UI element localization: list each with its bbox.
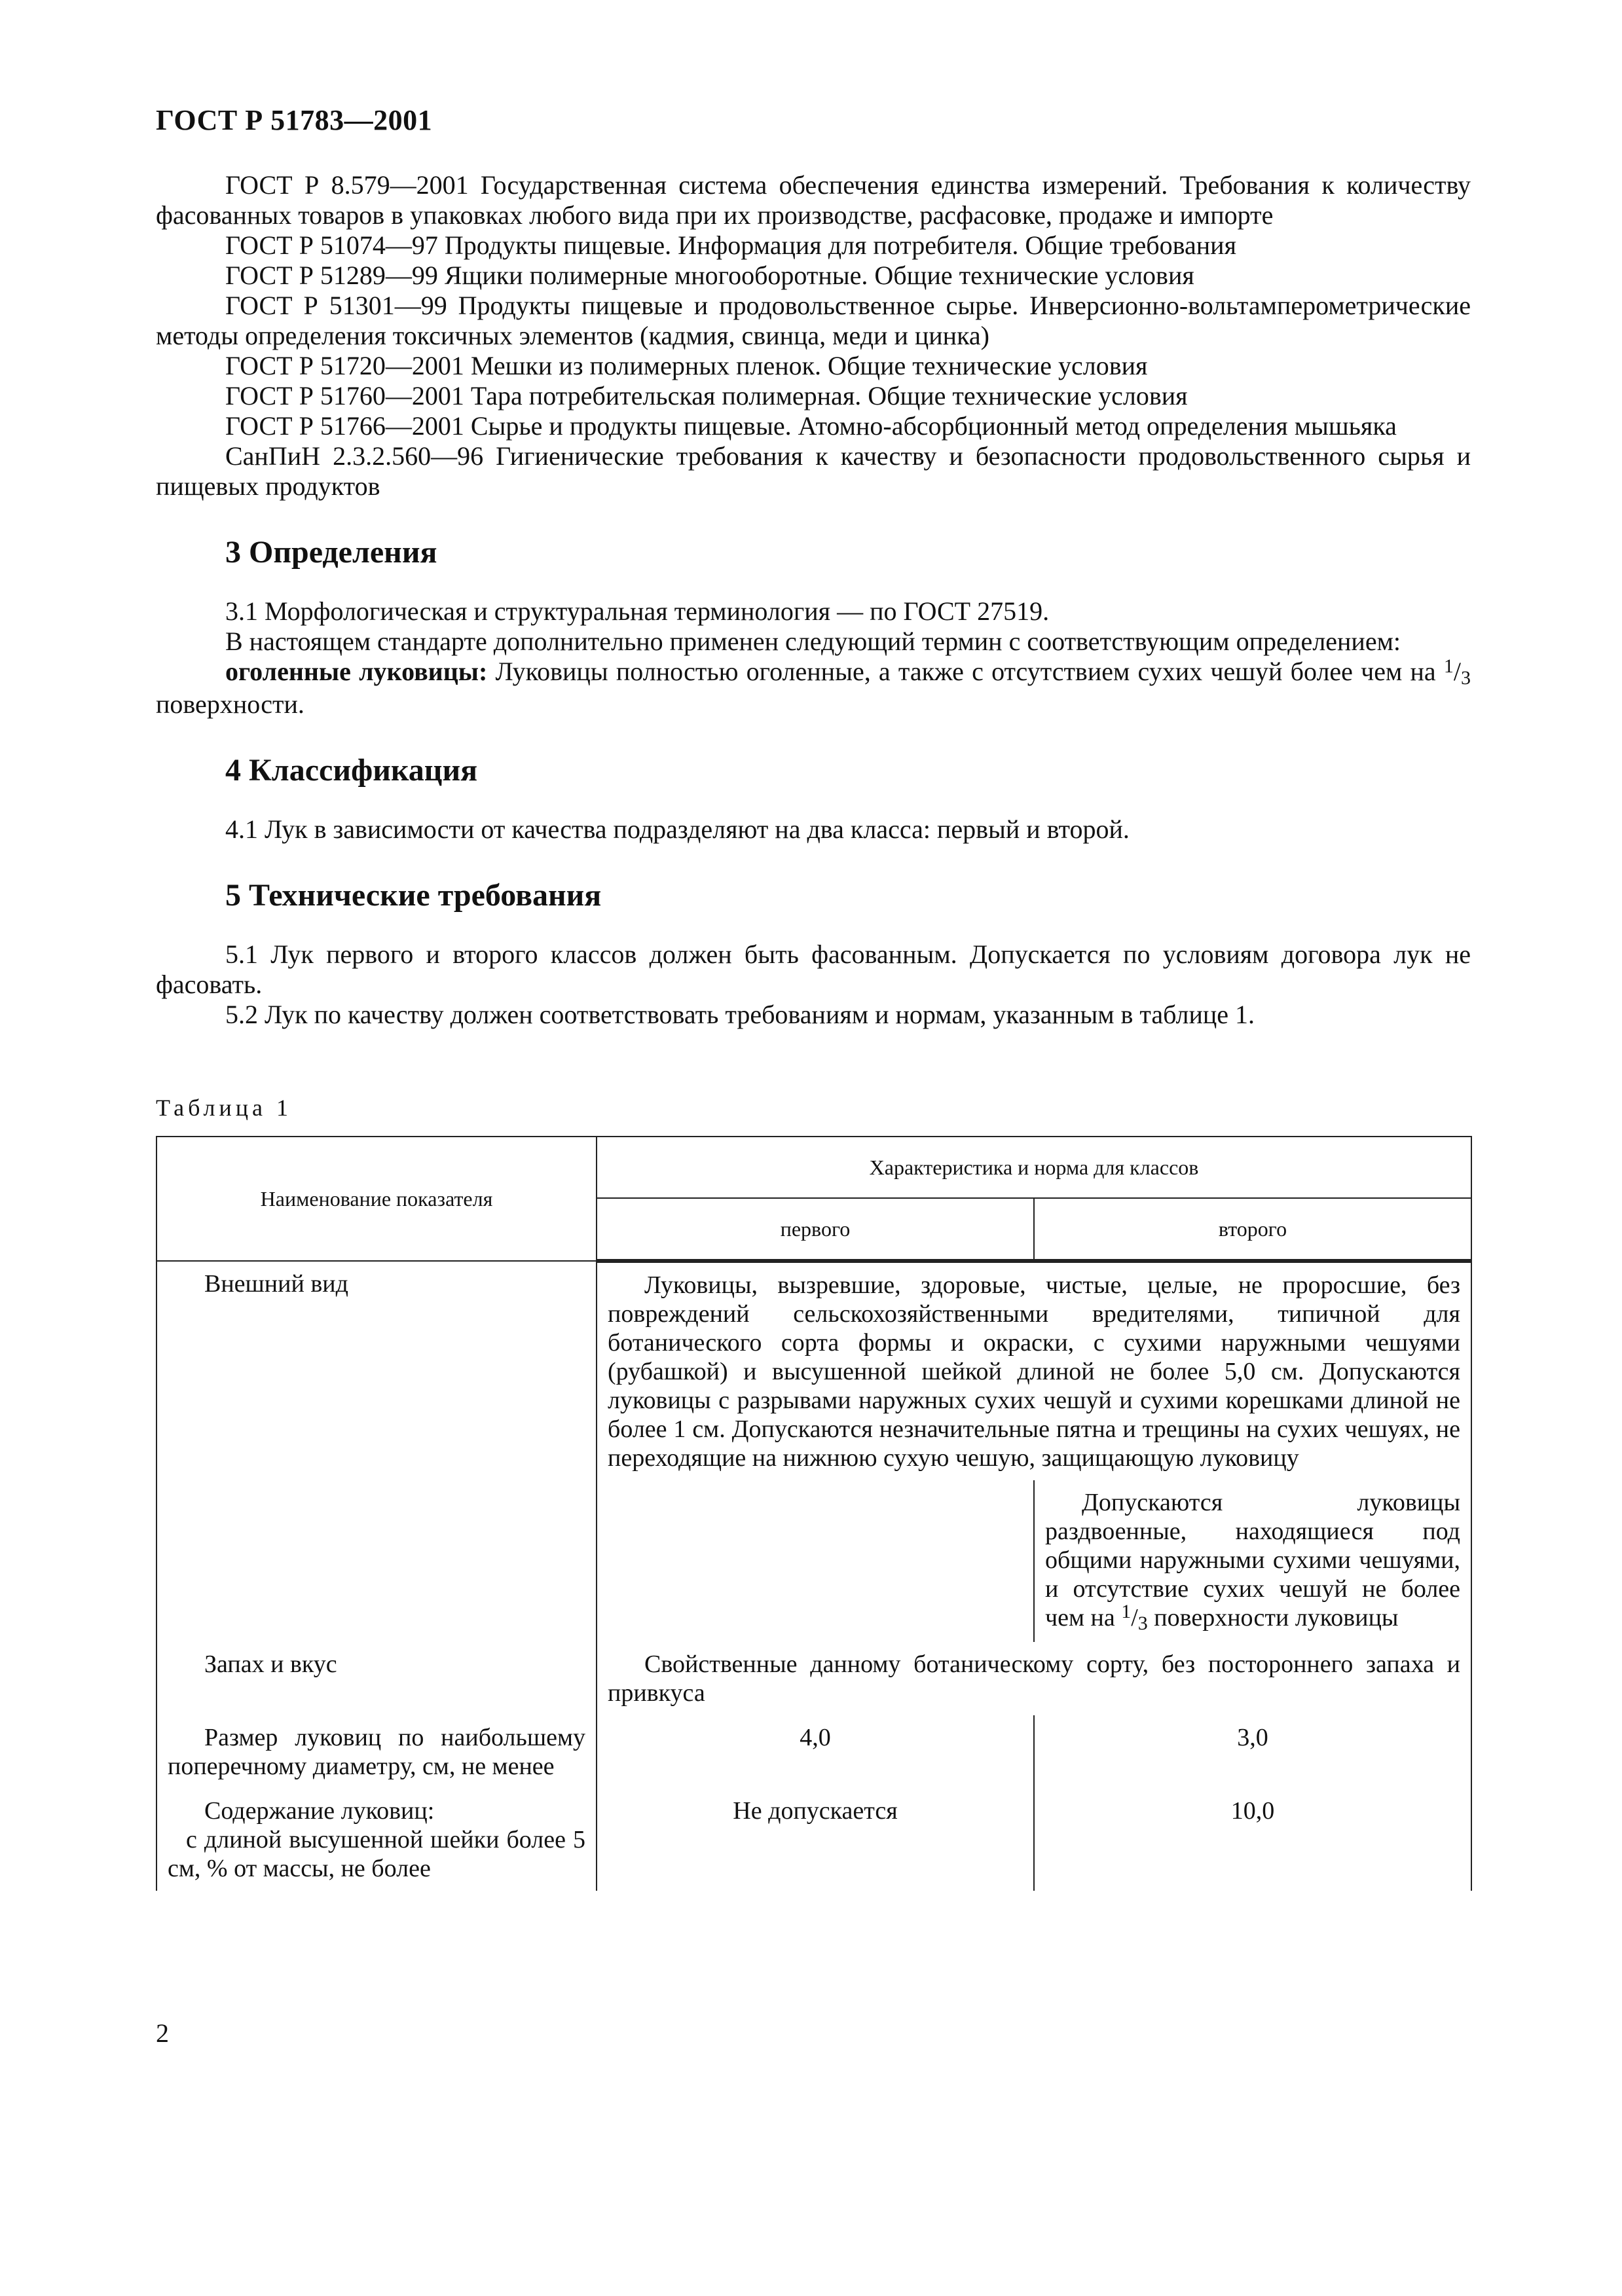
fraction-numerator: 1 [1443, 655, 1454, 677]
reference-item: ГОСТ Р 51301—99 Продукты пищевые и продовольственное сырье. Инверсионно-вольтамперометрические методы определения токсичных элементов (кадмия, свинца, меди и цинка) [156, 291, 1471, 350]
reference-item: СанПиН 2.3.2.560—96 Гигиенические требования к качеству и безопасности продовольственного сырья и пищевых продуктов [156, 441, 1471, 501]
standard-header: ГОСТ Р 51783—2001 [156, 104, 433, 136]
quality-table [156, 1136, 1472, 1891]
section-5-p1: 5.1 Лук первого и второго классов должен быть фасованным. Допускается по условиям договора лук не фасовать. [156, 939, 1471, 999]
section-5-p2: 5.2 Лук по качеству должен соответствовать требованиям и нормам, указанным в таблице 1. [225, 1000, 1255, 1029]
content-sub-label: с длиной высушенной шейки более 5 см, % от массы, не более [168, 1826, 585, 1882]
section-4-p1: 4.1 Лук в зависимости от качества подразделяют на два класса: первый и второй. [225, 814, 1130, 844]
section-5-title: 5 Технические требования [225, 878, 602, 913]
reference-item: ГОСТ Р 51720—2001 Мешки из полимерных пленок. Общие технические условия [225, 351, 1148, 380]
appearance-second-value: Допускаются луковицы раздвоенные, находящиеся под общими наружными сухими чешуями, и отсутствие сухих чешуй не более чем на $^1$/3 поверхности луковицы [1034, 1480, 1471, 1642]
table-caption: Таблица 1 [156, 1095, 292, 1121]
size-first-value: 4,0 [597, 1715, 1034, 1789]
term-label: оголенные луковицы: [225, 657, 488, 686]
table-row [157, 1715, 1471, 1789]
header-characteristics: Характеристика и норма для классов [597, 1137, 1471, 1198]
section-3-p2: В настоящем стандарте дополнительно применен следующий термин с соответствующим определением: [225, 627, 1401, 656]
reference-item: ГОСТ Р 8.579—2001 Государственная система обеспечения единства измерений. Требования к количеству фасованных товаров в упаковках любого вида при их производстве, расфасовке, продаже и импорте [156, 170, 1471, 230]
fraction-denominator: 3 [1461, 667, 1471, 689]
term-definition-text-b: поверхности. [156, 689, 304, 719]
appearance-first-empty [597, 1480, 1034, 1642]
size-second-value: 3,0 [1034, 1715, 1471, 1789]
header-class-second: второго [1034, 1198, 1471, 1261]
page-number: 2 [156, 2018, 169, 2048]
appearance-common-value: Луковицы, вызревшие, здоровые, чистые, целые, не проросшие, без повреждений сельскохозяйственными вредителями, типичной для ботанического сорта формы и окраски, с сухими наружными чешуями (рубашкой) и высушенной шейкой длиной не более 5,0 см. Допускаются луковицы с разрывами наружных сухих чешуй и сухими корешками длиной не более 1 см. Допускаются незначительные пятна и трещины на сухих чешуях, не переходящие на нижнюю сухую чешую, защищающую луковицу [597, 1261, 1471, 1480]
section-3-title: 3 Определения [225, 535, 437, 570]
reference-item: ГОСТ Р 51760—2001 Тара потребительская полимерная. Общие технические условия [225, 381, 1188, 410]
appearance-second-text-a: Допускаются луковицы раздвоенные, находящиеся под общими наружными сухими чешуями, и отсутствие сухих чешуй не более чем на [1045, 1489, 1461, 1631]
header-indicator-name: Наименование показателя [157, 1137, 597, 1261]
row-name-content [157, 1789, 597, 1891]
term-definition: оголенные луковицы: Луковицы полностью оголенные, а также с отсутствием сухих чешуй более чем на $^1$/3 поверхности. [156, 655, 1471, 719]
row-name-size: Размер луковиц по наибольшему поперечному диаметру, см, не менее [157, 1715, 597, 1789]
normative-references [156, 170, 1471, 501]
smell-value: Свойственные данному ботаническому сорту, без постороннего запаха и привкуса [597, 1642, 1471, 1715]
content-label: Содержание луковиц: [204, 1797, 435, 1825]
row-name-smell: Запах и вкус [157, 1642, 597, 1715]
table-row [157, 1261, 1471, 1480]
table-row [157, 1642, 1471, 1715]
term-definition-text-a: Луковицы полностью оголенные, а также с отсутствием сухих чешуй более чем на [487, 657, 1444, 686]
reference-item: ГОСТ Р 51289—99 Ящики полимерные многооборотные. Общие технические условия [225, 261, 1194, 290]
reference-item: ГОСТ Р 51766—2001 Сырье и продукты пищевые. Атомно-абсорбционный метод определения мышьяка [225, 411, 1397, 441]
header-class-first: первого [597, 1198, 1034, 1261]
fraction-numerator: 1 [1121, 1601, 1132, 1622]
row-name-appearance: Внешний вид [157, 1261, 597, 1642]
content-second-value: 10,0 [1034, 1789, 1471, 1891]
appearance-second-text-b: поверхности луковицы [1147, 1604, 1399, 1631]
table-row [157, 1789, 1471, 1891]
page-content [156, 170, 1471, 1891]
section-4-title: 4 Классификация [225, 753, 478, 788]
section-3-p1: 3.1 Морфологическая и структуральная терминология — по ГОСТ 27519. [225, 596, 1050, 626]
content-first-value: Не допускается [597, 1789, 1034, 1891]
fraction-denominator: 3 [1137, 1613, 1148, 1634]
reference-item: ГОСТ Р 51074—97 Продукты пищевые. Информация для потребителя. Общие требования [225, 230, 1236, 260]
